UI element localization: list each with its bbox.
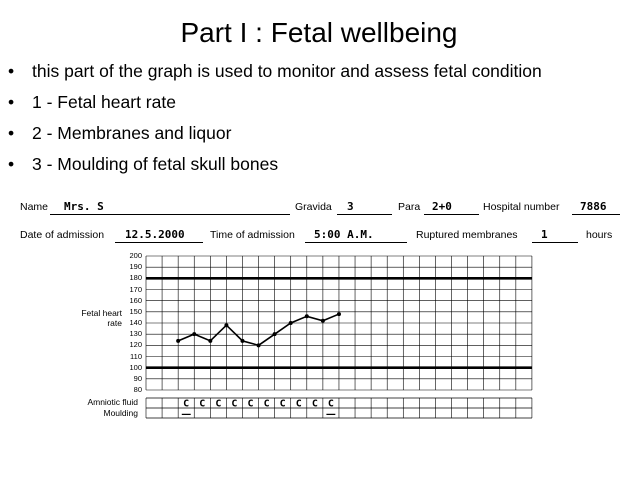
hours-label: hours	[586, 229, 613, 241]
amniotic-fluid-mark: C	[215, 398, 222, 410]
bullet-dot: •	[8, 154, 15, 174]
ruptured-membranes-label: Ruptured membranes	[416, 229, 518, 241]
y-tick-label: 180	[129, 273, 142, 283]
y-tick-label: 140	[129, 318, 142, 327]
amniotic-fluid-mark: C	[247, 398, 254, 410]
moulding-mark: —	[181, 409, 192, 420]
ruptured-membranes-value: 1	[541, 228, 548, 241]
fetal-heart-rate-point	[289, 321, 293, 325]
bullet-text: 3 - Moulding of fetal skull bones	[32, 154, 279, 174]
admission-time-label: Time of admission	[210, 229, 295, 241]
admission-date-label: Date of admission	[20, 229, 105, 241]
name-value: Mrs. S	[64, 200, 104, 213]
fetal-heart-rate-point	[305, 314, 309, 318]
bullet-text: 1 - Fetal heart rate	[32, 92, 176, 112]
fetal-heart-rate-point	[176, 339, 180, 343]
y-tick-label: 80	[133, 385, 142, 394]
admission-time-value: 5:00 A.M.	[314, 228, 374, 241]
y-tick-label: 160	[129, 295, 142, 305]
fetal-heart-rate-point	[208, 339, 212, 343]
para-label: Para	[398, 201, 421, 213]
bullet-text: this part of the graph is used to monitor and assess fetal condition	[32, 61, 542, 81]
fetal-heart-rate-point	[224, 323, 228, 327]
fetal-heart-rate-point	[337, 312, 341, 316]
fetal-heart-rate-label: Fetal heart rate	[81, 308, 122, 328]
hospital-number-label: Hospital number	[483, 201, 560, 213]
y-tick-label: 190	[129, 262, 142, 272]
amniotic-fluid-mark: C	[263, 398, 270, 410]
moulding-mark: —	[325, 409, 336, 420]
y-tick-label: 200	[129, 251, 142, 260]
gravida-value: 3	[347, 200, 354, 213]
y-tick-label: 100	[129, 362, 142, 372]
slide-title: Part I : Fetal wellbeing	[180, 17, 458, 48]
fetal-heart-rate-point	[273, 332, 277, 336]
amniotic-fluid-mark: C	[231, 398, 238, 410]
bullet-dot: •	[8, 61, 15, 81]
bullet-text: 2 - Membranes and liquor	[32, 123, 232, 143]
y-tick-label: 170	[129, 284, 142, 294]
bullet-dot: •	[8, 123, 15, 143]
amniotic-fluid-label: Amniotic fluid	[87, 397, 138, 407]
gravida-label: Gravida	[295, 201, 332, 213]
bullet-dot: •	[8, 92, 15, 112]
amniotic-fluid-mark: C	[295, 398, 302, 410]
y-tick-label: 150	[129, 306, 142, 316]
amniotic-fluid-mark: C	[279, 398, 286, 410]
y-tick-label: 90	[133, 373, 142, 383]
fetal-heart-rate-point	[257, 343, 261, 347]
y-tick-label: 120	[129, 340, 142, 350]
amniotic-fluid-mark: C	[327, 398, 334, 410]
moulding-label: Moulding	[103, 408, 138, 418]
amniotic-fluid-mark: C	[199, 398, 206, 410]
hospital-number-value: 7886	[580, 200, 607, 213]
fetal-heart-rate-point	[240, 339, 244, 343]
y-tick-label: 130	[129, 329, 142, 339]
amniotic-fluid-mark: C	[183, 398, 190, 410]
name-label: Name	[20, 201, 49, 213]
para-value: 2+0	[432, 200, 452, 213]
amniotic-fluid-mark: C	[311, 398, 318, 410]
y-tick-label: 110	[130, 351, 142, 361]
admission-date-value: 12.5.2000	[125, 228, 185, 241]
fetal-heart-rate-point	[321, 319, 325, 323]
fetal-heart-rate-point	[192, 332, 196, 336]
